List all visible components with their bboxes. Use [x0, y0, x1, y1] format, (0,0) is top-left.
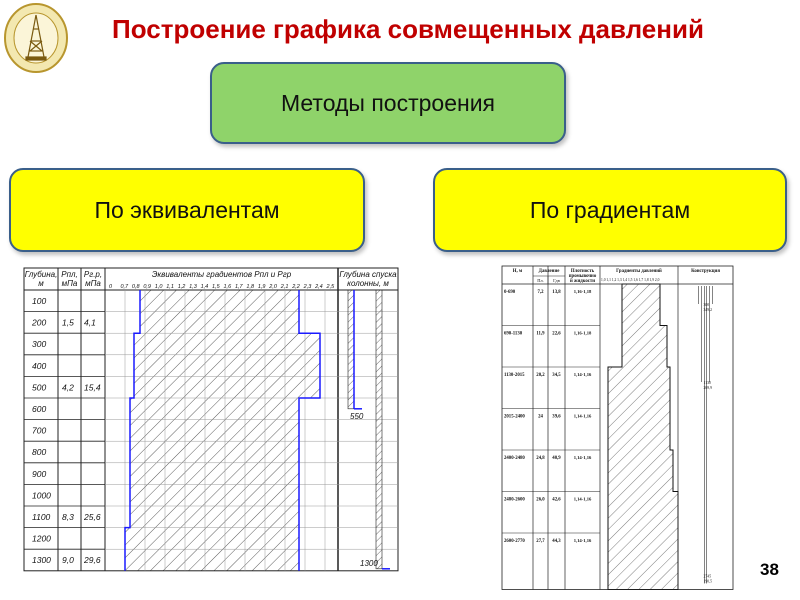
depth-cell: 0-690	[504, 290, 516, 295]
gdv-cell: 22,6	[552, 331, 561, 337]
pl-cell: 26,0	[536, 497, 545, 503]
column-header: мПа	[85, 279, 101, 288]
scale-tick: 2,1	[280, 284, 289, 290]
pl-cell: 24	[538, 414, 543, 420]
pgr-cell: 4,1	[84, 317, 96, 328]
column-header: Рпл,	[61, 270, 78, 279]
gdv-cell: 44,3	[552, 539, 561, 544]
page-number: 38	[760, 560, 779, 579]
slide-title: Построение графика совмещенных давлений	[112, 14, 704, 44]
casing-wall	[348, 290, 354, 409]
column-header: Давление	[538, 269, 560, 274]
scale-tick: 2,4	[315, 284, 323, 290]
pl-cell: 7,2	[537, 290, 544, 295]
column-header: Н, м	[512, 269, 523, 274]
column-header: Эквиваленты градиентов Рпл и Ргр	[151, 270, 292, 279]
scale-tick: 1,5	[212, 284, 220, 290]
scale-tick: 0,9	[143, 284, 152, 290]
casing-label: 349,2	[703, 308, 713, 312]
casing-label: 2745	[703, 574, 712, 579]
casing-depth-label: 1300	[360, 558, 378, 568]
depth-cell: 100	[32, 296, 47, 307]
ppl-cell: 9,0	[62, 555, 74, 566]
depth-cell: 1300	[32, 555, 51, 566]
depth-cell: 1200	[32, 533, 51, 544]
depth-cell: 800	[32, 447, 47, 458]
density-cell: 1,14-1,16	[573, 413, 592, 419]
scale-tick: 1,0	[154, 284, 163, 290]
gradients-pressure-table	[500, 264, 737, 584]
column-header: й жидкости	[570, 279, 595, 284]
density-cell: 1,14-1,16	[573, 538, 592, 543]
casing-label: 300	[703, 303, 710, 307]
scale-tick: 1,7	[234, 284, 243, 290]
scale-tick: 2,5	[326, 284, 335, 290]
scale-tick: 1,3	[189, 284, 197, 290]
column-header: Плотность	[570, 269, 595, 274]
column-header: Градиенты давлений	[616, 269, 662, 274]
depth-cell: 690-1130	[504, 331, 523, 337]
equivalents-box: По эквивалентам	[9, 168, 365, 252]
scale-tick: 2,2	[292, 284, 300, 290]
sub-header: Пл.	[537, 278, 544, 283]
depth-cell: 400	[32, 360, 47, 371]
casing-wall	[376, 290, 382, 569]
column-header: промывочно	[568, 274, 597, 279]
scale-ticks: 1,0 1,1 1,2 1,3 1,4 1,5 1,6 1,7 1,8 1,9 2,0	[601, 278, 660, 282]
gradients-box: По градиентам	[433, 168, 787, 252]
depth-cell: 1130-2015	[504, 373, 525, 378]
pgr-cell: 15,4	[84, 382, 101, 393]
ppl-cell: 4,2	[62, 382, 74, 393]
casing-label: 269,9	[703, 386, 713, 390]
density-cell: 1,14-1,16	[573, 455, 592, 460]
casing-label: 190,5	[703, 579, 713, 584]
gdv-cell: 42,6	[552, 497, 561, 503]
scale-tick: 1,4	[200, 284, 209, 290]
column-header: Конструкция	[691, 269, 720, 274]
pl-cell: 27,7	[536, 539, 545, 544]
gdv-cell: 34,5	[552, 373, 561, 378]
depth-cell: 700	[32, 425, 47, 436]
column-header: Глубина спуска	[339, 270, 397, 279]
depth-cell: 600	[32, 404, 47, 415]
equivalents-pressure-chart	[22, 266, 406, 576]
pl-cell: 20,2	[536, 373, 545, 378]
column-header: Рг.р,	[83, 270, 103, 279]
sub-header: Гдв	[553, 278, 560, 283]
depth-cell: 900	[32, 468, 47, 479]
gdv-cell: 39,6	[552, 414, 561, 420]
depth-cell: 2480-2600	[504, 497, 525, 503]
scale-tick: 1,6	[223, 284, 232, 290]
depth-cell: 1100	[32, 512, 51, 523]
depth-cell: 2400-2480	[504, 456, 525, 461]
department-logo	[4, 3, 68, 73]
methods-box: Методы построения	[210, 62, 566, 144]
scale-tick: 0	[109, 284, 113, 290]
scale-tick: 1,2	[177, 284, 186, 290]
depth-cell: 2600-2770	[504, 539, 525, 544]
scale-tick: 1,9	[257, 284, 266, 290]
density-cell: 1,16-1,18	[573, 289, 592, 294]
scale-tick: 1,1	[166, 284, 174, 290]
depth-cell: 2015-2400	[504, 414, 525, 420]
column-header: м	[38, 279, 44, 288]
pl-cell: 11,9	[536, 331, 545, 337]
depth-cell: 300	[32, 339, 47, 350]
column-header: мПа	[61, 279, 78, 288]
density-cell: 1,16-1,18	[573, 330, 592, 336]
density-cell: 1,14-1,16	[573, 372, 592, 377]
depth-cell: 200	[32, 317, 47, 328]
scale-tick: 0,7	[120, 284, 129, 290]
ppl-cell: 1,5	[62, 317, 74, 328]
depth-cell: 1000	[32, 490, 51, 501]
gdv-cell: 40,9	[552, 456, 561, 461]
scale-tick: 0,8	[131, 284, 140, 290]
ppl-cell: 8,3	[62, 512, 74, 523]
depth-cell: 500	[32, 382, 47, 393]
scale-tick: 1,8	[246, 284, 255, 290]
scale-tick: 2,3	[303, 284, 312, 290]
casing-depth-label: 550	[350, 411, 364, 421]
pgr-cell: 25,6	[84, 512, 101, 523]
column-header: Глубина,	[24, 270, 58, 279]
density-cell: 1,14-1,16	[573, 496, 592, 502]
casing-label: 1130	[703, 381, 711, 385]
gdv-cell: 13,8	[552, 290, 561, 295]
pgr-cell: 29,6	[84, 555, 101, 566]
column-header: колонны, м	[347, 279, 389, 288]
hatched-zone	[125, 290, 320, 571]
pl-cell: 24,8	[536, 456, 545, 461]
scale-tick: 2,0	[269, 284, 277, 290]
